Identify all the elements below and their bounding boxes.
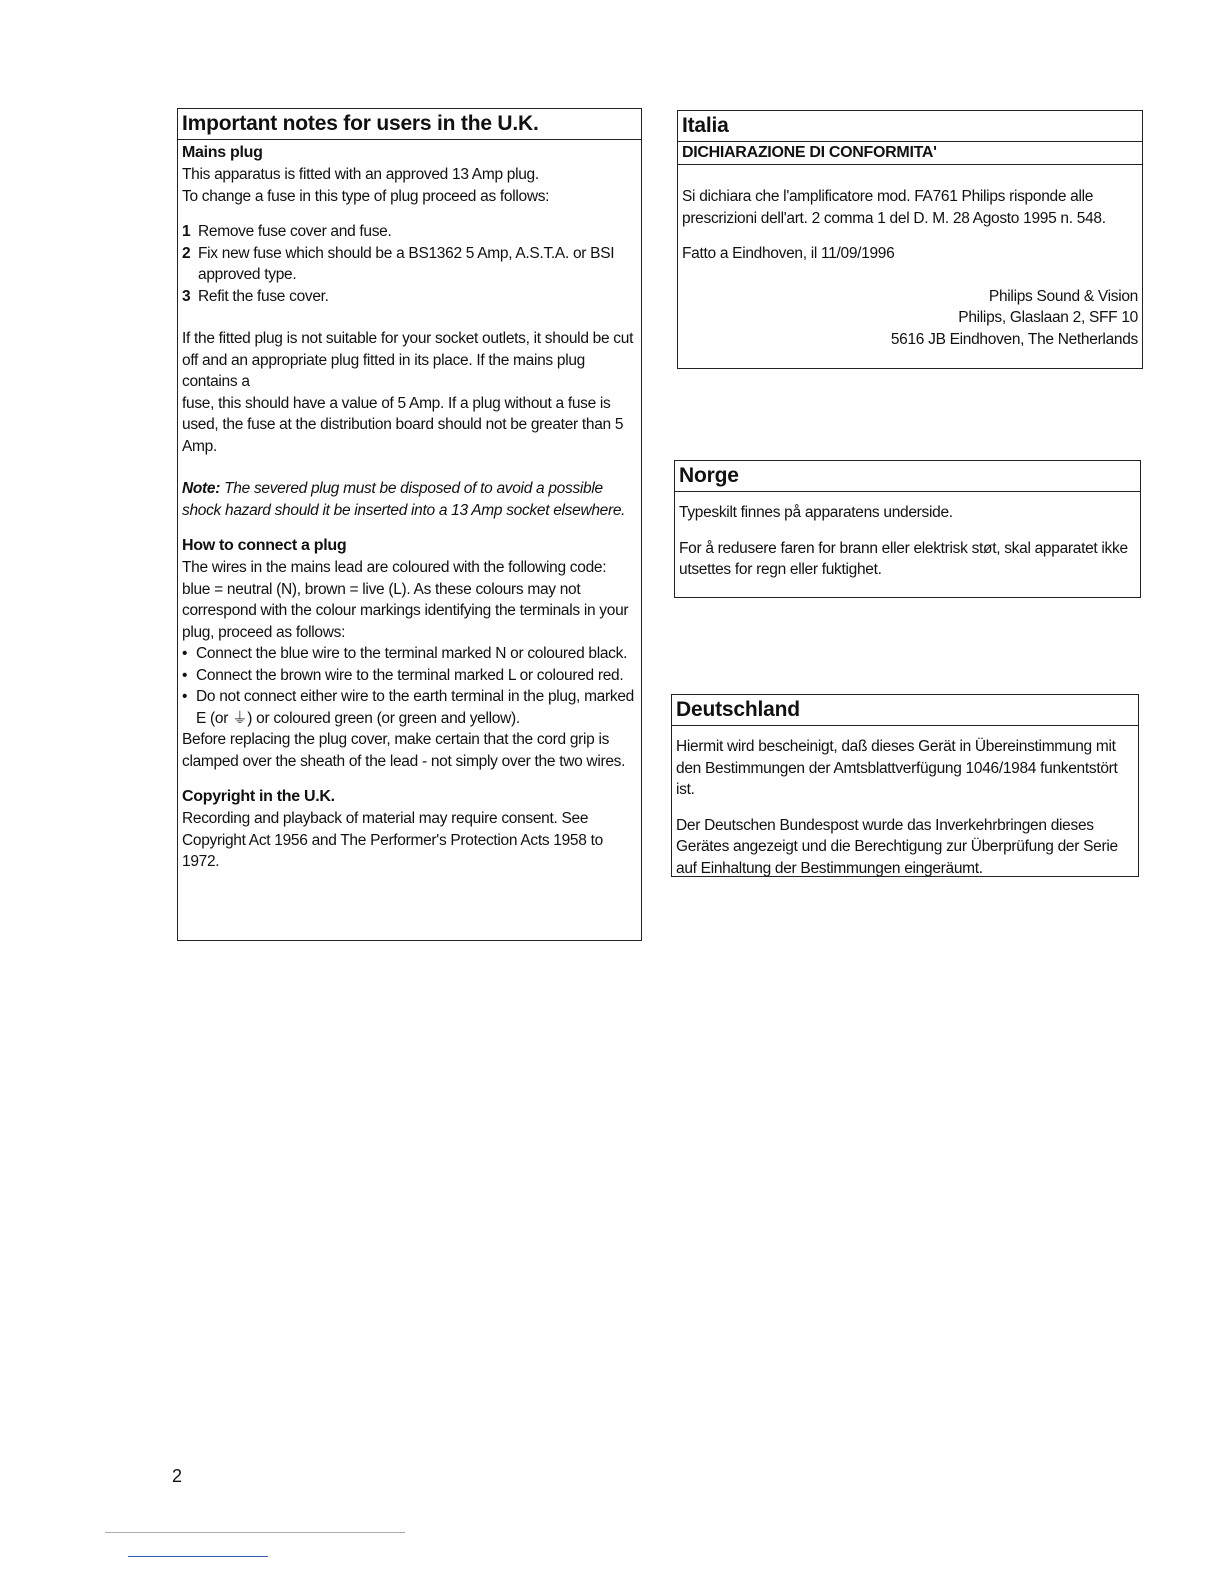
uk-notes-title: Important notes for users in the U.K.	[178, 109, 641, 140]
mains-plug-heading: Mains plug	[182, 144, 263, 161]
scan-artifact-line	[105, 1532, 405, 1533]
bullet-item	[182, 643, 637, 665]
connect-plug-heading: How to connect a plug	[182, 537, 347, 554]
bullet-text: Connect the brown wire to the terminal marked L or coloured red.	[196, 666, 624, 684]
step-text: Fix new fuse which should be a BS1362 5 Amp, A.S.T.A. or BSI approved type.	[198, 244, 615, 283]
norge-box	[674, 460, 1141, 598]
norge-paragraph-2: For å redusere faren for brann eller elektrisk støt, skal apparatet ikke utsettes for regn eller fuktighet.	[679, 539, 1128, 578]
deutschland-body	[672, 726, 1138, 881]
italia-paragraph-1: Si dichiara che l'amplificatore mod. FA761 Philips risponde alle prescrizioni dell'art. 2 comma 1 del D. M. 28 Agosto 1995 n. 548.	[682, 188, 1106, 227]
italia-subtitle: DICHIARAZIONE DI CONFORMITA'	[678, 141, 1142, 165]
step-item	[182, 243, 637, 286]
copyright-heading: Copyright in the U.K.	[182, 788, 335, 805]
step-text: Refit the fuse cover.	[198, 287, 329, 305]
uk-notes-box	[177, 108, 642, 941]
address-line-3: 5616 JB Eindhoven, The Netherlands	[890, 330, 1138, 348]
deutschland-paragraph-2: Der Deutschen Bundespost wurde das Inverkehrbringen dieses Gerätes angezeigt und die Berechtigung zur Überprüfung der Serie auf Einhaltung der Bestimmungen eingeräumt.	[676, 816, 1118, 877]
bullet-icon: •	[182, 645, 188, 662]
step-number: 3	[182, 287, 191, 305]
norge-body	[675, 492, 1140, 583]
bullet-icon: •	[182, 666, 188, 684]
connect-outro: Before replacing the plug cover, make certain that the cord grip is clamped over the sheath of the lead - not simply over the two wires.	[182, 731, 626, 770]
italia-box	[677, 110, 1143, 369]
page-number: 2	[172, 1466, 183, 1486]
deutschland-box	[671, 694, 1139, 877]
note-text: The severed plug must be disposed of to avoid a possible shock hazard should it be inserted into a 13 Amp socket elsewhere.	[182, 480, 626, 519]
norge-paragraph-1: Typeskilt finnes på apparatens underside.	[679, 504, 953, 521]
bullet-text: Do not connect either wire to the earth terminal in the plug, marked E (or ⏚) or coloured green (or green and yellow).	[196, 688, 634, 727]
bullet-icon: •	[182, 688, 188, 705]
note-paragraph	[182, 478, 637, 521]
mains-line-1: This apparatus is fitted with an approved 13 Amp plug.	[182, 166, 539, 183]
plug-paragraph-2: fuse, this should have a value of 5 Amp. If a plug without a fuse is used, the fuse at the distribution board should not be greater than 5 Amp.	[182, 394, 624, 455]
uk-notes-body	[178, 140, 641, 875]
address-line-2: Philips, Glaslaan 2, SFF 10	[958, 309, 1138, 326]
address-line-1: Philips Sound & Vision	[988, 287, 1138, 305]
note-label: Note:	[182, 480, 221, 497]
step-number: 1	[182, 223, 191, 240]
italia-paragraph-2: Fatto a Eindhoven, il 11/09/1996	[682, 245, 895, 262]
scan-artifact-line	[128, 1556, 268, 1557]
step-item	[182, 286, 637, 308]
deutschland-paragraph-1: Hiermit wird bescheinigt, daß dieses Gerät in Übereinstimmung mit den Bestimmungen der Amtsblattverfügung 1046/1984 funkentstört ist.	[676, 738, 1118, 798]
step-number: 2	[182, 244, 191, 262]
bullet-item	[182, 665, 637, 687]
bullet-item	[182, 686, 637, 729]
connect-intro: The wires in the mains lead are coloured with the following code: blue = neutral (N), brown = live (L). As these colours may not correspond with the colour markings identifying the terminals in your plug, proceed as follows:	[182, 559, 629, 641]
step-text: Remove fuse cover and fuse.	[198, 223, 392, 240]
italia-body	[678, 141, 1142, 352]
plug-paragraph-1: If the fitted plug is not suitable for your socket outlets, it should be cut off and an appropriate plug fitted in its place. If the mains plug contains a	[182, 330, 634, 390]
italia-title: Italia	[682, 114, 729, 137]
deutschland-title: Deutschland	[672, 695, 1138, 726]
mains-line-2: To change a fuse in this type of plug proceed as follows:	[182, 187, 550, 205]
copyright-text: Recording and playback of material may require consent. See Copyright Act 1956 and The Performer's Protection Acts 1958 to 1972.	[182, 810, 603, 870]
step-item	[182, 221, 637, 243]
bullet-text: Connect the blue wire to the terminal marked N or coloured black.	[196, 645, 628, 662]
norge-title: Norge	[675, 461, 1140, 492]
